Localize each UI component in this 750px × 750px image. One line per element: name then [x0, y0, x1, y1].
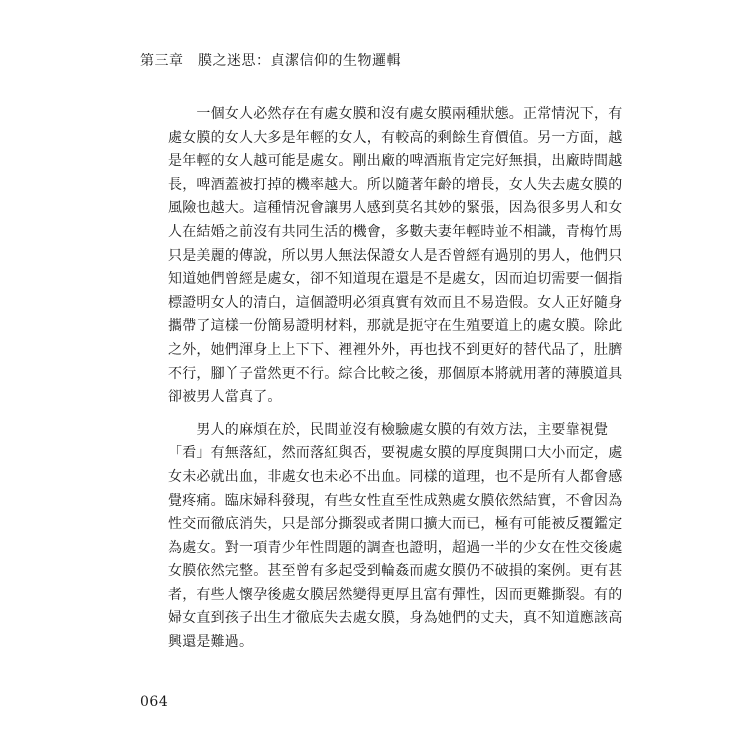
- text-line: 覺疼痛。臨床婦科發現，有些女性直至性成熟處女膜依然結實，不會因為: [168, 492, 623, 509]
- text-line: 男人的麻煩在於，民間並沒有檢驗處女膜的有效方法，主要靠視覺: [168, 421, 609, 438]
- text-line: 風險也越大。這種情況會讓男人感到莫名其妙的緊張，因為很多男人和女: [168, 200, 623, 217]
- running-header: 第三章 膜之迷思：貞潔信仰的生物邏輯: [140, 53, 401, 69]
- text-line: 標證明女人的清白，這個證明必須真實有效而且不易造假。女人正好隨身: [168, 294, 623, 311]
- text-line: 為處女。對一項青少年性問題的調查也證明，超過一半的少女在性交後處: [168, 539, 623, 556]
- text-line: 婦女直到孩子出生才徹底失去處女膜，身為她們的丈夫，真不知道應該高: [168, 610, 623, 627]
- text-line: 女膜依然完整。甚至曾有多起受到輪姦而處女膜仍不破損的案例。更有甚: [168, 563, 623, 580]
- paragraph: [168, 103, 623, 410]
- text-line: 女未必就出血，非處女也未必不出血。同樣的道理，也不是所有人都會感: [168, 468, 623, 485]
- text-line: 不行，腳丫子當然更不行。綜合比較之後，那個原本將就用著的薄膜道具: [168, 365, 623, 382]
- text-line: 興還是難過。: [168, 634, 254, 651]
- text-line: 攜帶了這樣一份簡易證明材料，那就是扼守在生殖要道上的處女膜。除此: [168, 318, 623, 335]
- text-line: 者，有些人懷孕後處女膜居然變得更厚且富有彈性，因而更難撕裂。有的: [168, 586, 623, 603]
- text-line: 只是美麗的傳說，所以男人無法保證女人是否曾經有過別的男人，他們只: [168, 247, 623, 264]
- paragraph-spacer: [168, 410, 588, 419]
- text-line: 性交而徹底消失，只是部分撕裂或者開口擴大而已，極有可能被反覆鑑定: [168, 516, 623, 533]
- text-line: 長，啤酒蓋被打掉的機率越大。所以隨著年齡的增長，女人失去處女膜的: [168, 176, 623, 193]
- text-line: 「看」有無落紅，然而落紅與否，要視處女膜的厚度與開口大小而定，處: [168, 445, 623, 462]
- text-line: 處女膜的女人大多是年輕的女人，有較高的剩餘生育價值。另一方面，越: [168, 129, 623, 146]
- text-line: 卻被男人當真了。: [168, 389, 282, 406]
- text-line: 是年輕的女人越可能是處女。剛出廠的啤酒瓶肯定完好無損，出廠時間越: [168, 153, 623, 170]
- text-line: 知道她們曾經是處女，卻不知道現在還是不是處女，因而迫切需要一個指: [168, 271, 623, 288]
- body-text: [168, 103, 623, 655]
- paragraph: [168, 419, 623, 655]
- text-line: 之外，她們渾身上上下下、裡裡外外，再也找不到更好的替代品了，肚臍: [168, 341, 623, 358]
- text-line: 一個女人必然存在有處女膜和沒有處女膜兩種狀態。正常情況下，有: [168, 106, 623, 122]
- text-line: 人在結婚之前沒有共同生活的機會，多數夫妻年輕時並不相識，青梅竹馬: [168, 223, 623, 240]
- page-number: 064: [140, 694, 169, 710]
